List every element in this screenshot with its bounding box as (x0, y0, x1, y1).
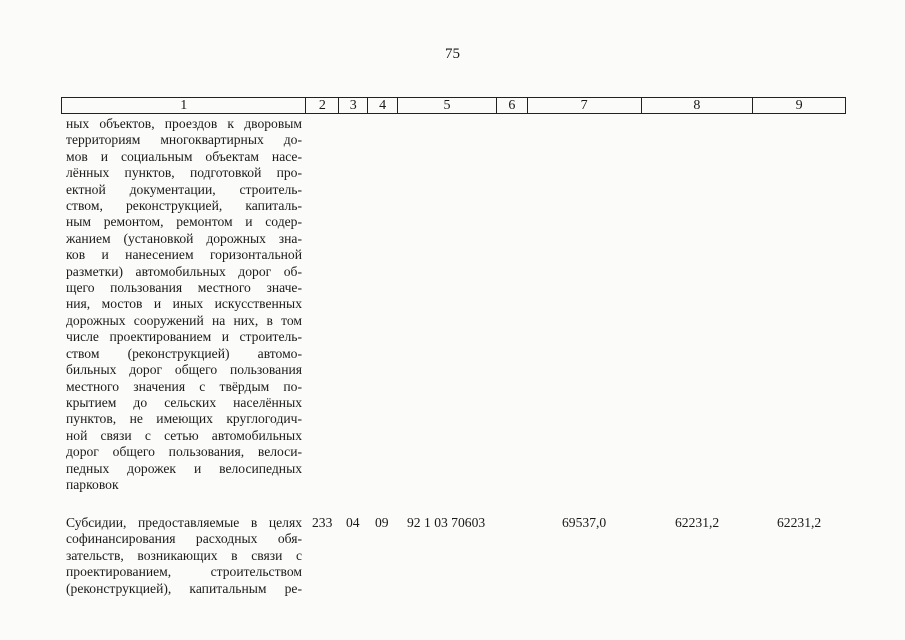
description-line: бильных дорог общего пользования (66, 362, 302, 378)
header-col-1: 1 (62, 98, 306, 113)
description-line: жанием (установкой дорожных зна- (66, 230, 302, 246)
header-col-6: 6 (497, 98, 528, 113)
description-line: ния, мостов и иных искусственных (66, 296, 302, 312)
description-line: пунктов, не имеющих круглогодич- (66, 411, 302, 427)
header-col-8: 8 (642, 98, 754, 113)
description-line: парковок (66, 476, 119, 492)
description-line: ных объектов, проездов к дворовым (66, 116, 302, 131)
cell-amount-col8: 62231,2 (675, 515, 720, 530)
description-line: щего пользования местного значе- (66, 280, 302, 296)
description-line: крытием до сельских населённых (66, 394, 302, 410)
header-col-2: 2 (306, 98, 339, 113)
description-line: лённых пунктов, подготовкой про- (66, 165, 302, 181)
cell-csr: 92 1 03 70603 (407, 515, 486, 530)
cell-ved: 233 (312, 515, 333, 530)
header-col-3: 3 (339, 98, 368, 113)
table-row (0, 515, 905, 533)
header-col-9: 9 (795, 98, 803, 113)
header-col-7: 7 (528, 98, 642, 113)
description-line: Субсидии, предоставляемые в целях (66, 515, 302, 530)
description-line: софинансирования расходных обя- (66, 531, 302, 547)
description-line: (реконструкцией), капитальным ре- (66, 580, 302, 596)
page-number: 75 (445, 46, 460, 62)
description-line: педных дорожек и велосипедных (66, 460, 302, 476)
description-line: территориям многоквартирных до- (66, 132, 302, 148)
row-description (66, 116, 302, 493)
header-col-5: 5 (398, 98, 497, 113)
description-line: зательств, возникающих в связи с (66, 547, 302, 563)
description-line: ектной документации, строитель- (66, 181, 302, 197)
description-line: дорог общего пользования, велоси- (66, 444, 302, 460)
cell-pr: 09 (375, 515, 389, 530)
description-line: местного значения с твёрдым по- (66, 378, 302, 394)
description-line: ной связи с сетью автомобильных (66, 427, 302, 443)
header-col-4: 4 (368, 98, 398, 113)
description-line: ством, реконструкцией, капиталь- (66, 198, 302, 214)
cell-amount-col9: 62231,2 (777, 515, 822, 530)
description-line: ным ремонтом, ремонтом и содер- (66, 214, 302, 230)
description-line: дорожных сооружений на них, в том (66, 312, 302, 328)
table-header (61, 97, 846, 114)
cell-rz: 04 (346, 515, 360, 530)
description-line: разметки) автомобильных дорог об- (66, 263, 302, 279)
description-line: ков и нанесением горизонтальной (66, 247, 302, 263)
cell-amount-col7: 69537,0 (562, 515, 607, 530)
description-line: мов и социальным объектам насе- (66, 148, 302, 164)
description-line: проектированием, строительством (66, 564, 302, 580)
description-line: числе проектированием и строитель- (66, 329, 302, 345)
description-line: ством (реконструкцией) автомо- (66, 345, 302, 361)
